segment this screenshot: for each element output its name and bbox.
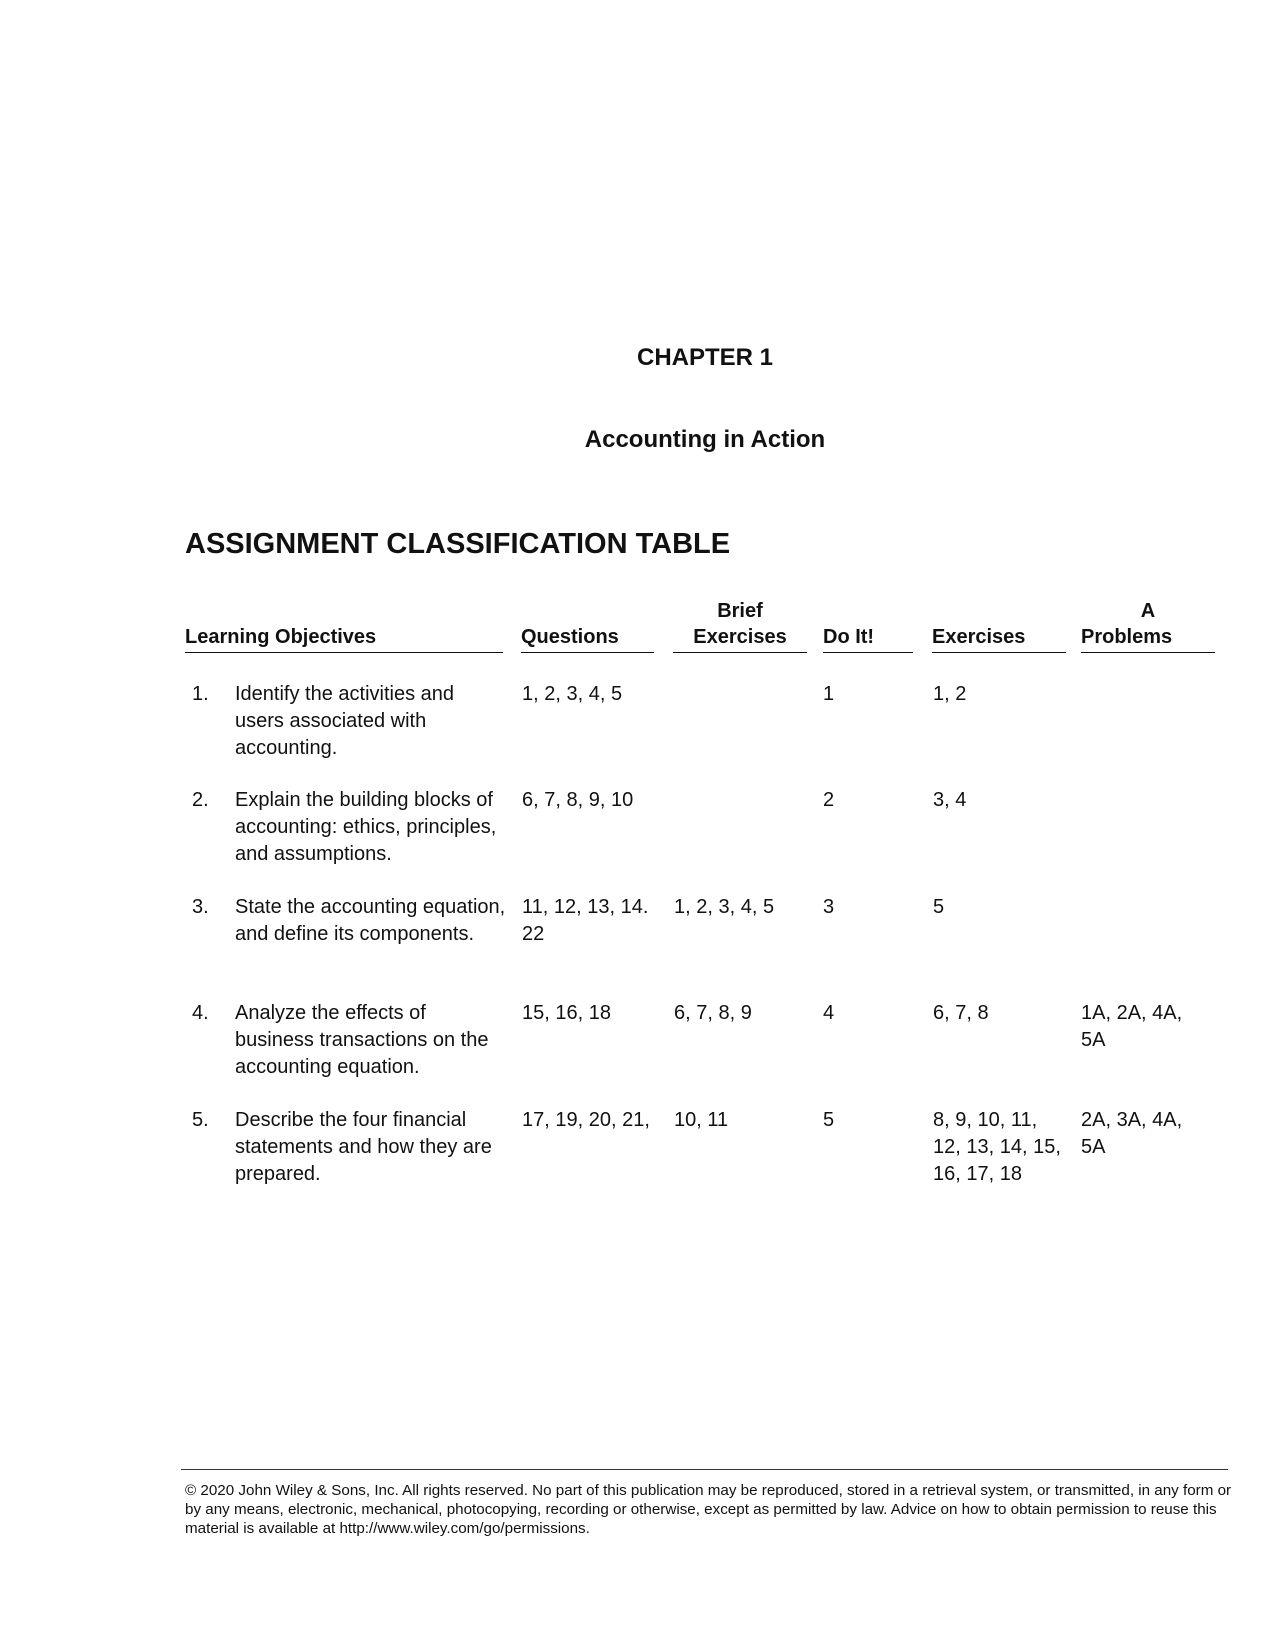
header-brief-exercises: Brief Exercises [673, 598, 807, 650]
row-number: 4. [192, 1002, 209, 1024]
row-objective: Explain the building blocks of accounting: ethics, principles, and assumptions. [235, 789, 497, 865]
table-title: ASSIGNMENT CLASSIFICATION TABLE [185, 528, 731, 560]
row-objective: Identify the activities and users associated with accounting. [235, 683, 455, 759]
row-objective: State the accounting equation, and define its components. [235, 896, 506, 945]
row-exercises: 8, 9, 10, 11, 12, 13, 14, 15, 16, 17, 18 [933, 1109, 1061, 1185]
chapter-title: Accounting in Action [584, 426, 826, 453]
header-questions: Questions [521, 598, 654, 650]
row-a-problems: 1A, 2A, 4A, 5A [1081, 1002, 1183, 1051]
row-brief-exercises: 1, 2, 3, 4, 5 [674, 896, 775, 918]
row-do-it: 5 [823, 1109, 835, 1131]
footer-divider [181, 1469, 1228, 1470]
header-a-problems: A Problems [1081, 598, 1215, 650]
row-do-it: 4 [823, 1002, 835, 1024]
row-exercises: 3, 4 [933, 789, 967, 811]
row-questions: 1, 2, 3, 4, 5 [522, 683, 623, 705]
row-number: 2. [192, 789, 209, 811]
header-exercises: Exercises [932, 598, 1066, 650]
chapter-label: CHAPTER 1 [636, 344, 774, 371]
row-questions: 15, 16, 18 [522, 1002, 611, 1024]
row-objective: Analyze the effects of business transactions on the accounting equation. [235, 1002, 489, 1078]
row-exercises: 1, 2 [933, 683, 967, 705]
row-a-problems: 2A, 3A, 4A, 5A [1081, 1109, 1183, 1158]
row-number: 1. [192, 683, 209, 705]
row-brief-exercises: 6, 7, 8, 9 [674, 1002, 752, 1024]
row-objective: Describe the four financial statements and how they are prepared. [235, 1109, 492, 1185]
row-do-it: 3 [823, 896, 835, 918]
row-do-it: 2 [823, 789, 835, 811]
row-number: 3. [192, 896, 209, 918]
copyright-footer: © 2020 John Wiley & Sons, Inc. All rights reserved. No part of this publication may be reproduced, stored in a retrieval system, or transmitted, in any form or by any means, electronic, mechanical, photocopying, recording or otherwise, except as permitted by law. Advice on how to obtain permission to reuse this material is available at http://www.wiley.com/go/permissions. [185, 1482, 1232, 1537]
row-questions: 6, 7, 8, 9, 10 [522, 789, 634, 811]
row-do-it: 1 [823, 683, 835, 705]
row-number: 5. [192, 1109, 209, 1131]
row-exercises: 6, 7, 8 [933, 1002, 989, 1024]
row-questions: 17, 19, 20, 21, [522, 1109, 650, 1131]
row-brief-exercises: 10, 11 [674, 1109, 729, 1131]
header-learning-objectives: Learning Objectives [185, 598, 503, 650]
row-questions: 11, 12, 13, 14. 22 [522, 896, 649, 945]
row-exercises: 5 [933, 896, 945, 918]
header-do-it: Do It! [823, 598, 913, 650]
